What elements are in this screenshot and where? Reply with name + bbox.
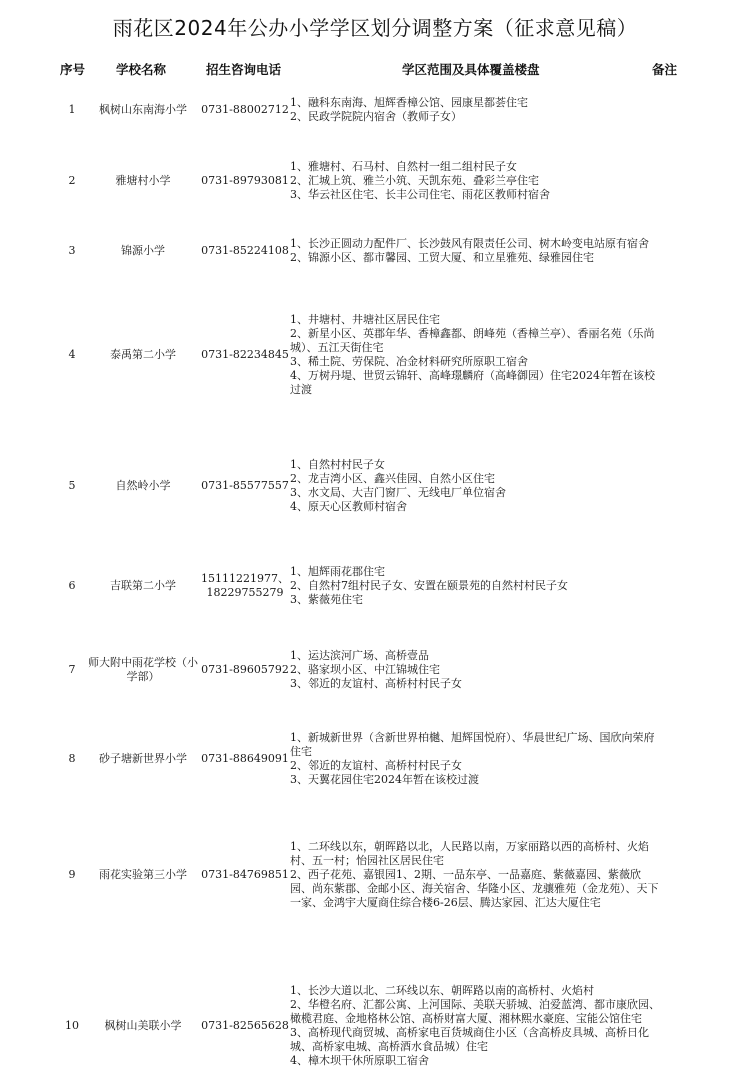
range-line: 2、骆家坝小区、中江锦城住宅 — [290, 663, 440, 676]
table-row — [0, 90, 750, 130]
row-range — [290, 313, 660, 397]
range-line: 3、稀土院、劳保院、冶金材料研究所原职工宿舍 — [290, 355, 528, 368]
header-range: 学区范围及具体覆盖楼盘 — [402, 62, 540, 77]
range-line: 3、水文局、大吉门窗厂、无线电厂单位宿舍 — [290, 486, 506, 499]
range-line: 1、二环线以东，朝晖路以北，人民路以南，万家丽路以西的高桥村、火焰村、五一村；怡园社区居民住宅 — [290, 840, 649, 867]
header-school-name: 学校名称 — [116, 62, 167, 77]
range-line: 2、华橙名府、汇都公寓、上河国际、美联天骄城、泊爱蓝湾、都市康欣园、橄榄君庭、金地格林公馆、高桥财富大厦、湘林熙水豪庭、宝能公馆住宅 — [290, 998, 660, 1025]
row-seq: 9 — [68, 868, 76, 881]
row-range — [290, 458, 660, 514]
row-seq: 5 — [68, 479, 76, 492]
phone-number: 15111221977、 — [201, 572, 289, 585]
row-seq: 10 — [65, 1019, 79, 1032]
range-line: 1、新城新世界（含新世界柏樾、旭辉国悦府）、华晨世纪广场、国欣向荣府住宅 — [290, 731, 655, 758]
range-line: 2、锦源小区、都市馨园、工贸大厦、和立星雅苑、绿雅园住宅 — [290, 251, 594, 264]
header-note: 备注 — [652, 62, 678, 77]
phone-number: 0731-88649091 — [201, 752, 289, 765]
row-school-name: 砂子塘新世界小学 — [99, 752, 187, 765]
row-seq: 7 — [68, 663, 76, 676]
range-line: 1、旭辉雨花郡住宅 — [290, 565, 385, 578]
phone-number: 18229755279 — [206, 586, 284, 599]
row-school-name: 雅塘村小学 — [115, 174, 171, 187]
row-phone — [199, 752, 291, 766]
row-range — [290, 840, 660, 910]
table-row — [0, 725, 750, 793]
range-line: 1、雅塘村、石马村、自然村一组二组村民子女 — [290, 160, 517, 173]
page-title: 雨花区2024年公办小学学区划分调整方案（征求意见稿） — [112, 16, 638, 40]
range-line: 2、西子花苑、嘉银园1、2期、一品东亭、一品嘉庭、紫薇嘉园、紫薇欣园、尚东紫郡、金邮小区、海关宿舍、华隆小区、龙骧雅苑（金龙苑）、天下一家、金鸿宇大厦商住综合楼6-26层、腾达家园、汇达大厦住宅 — [290, 868, 659, 909]
row-seq: 8 — [68, 752, 76, 765]
range-line: 3、紫薇苑住宅 — [290, 593, 363, 606]
range-line: 2、汇城上筑、雅兰小筑、天凯东苑、叠彩兰亭住宅 — [290, 174, 539, 187]
range-line: 3、华云社区住宅、长丰公司住宅、雨花区教师村宿舍 — [290, 188, 550, 201]
table-row — [0, 310, 750, 400]
row-seq: 6 — [68, 579, 76, 592]
row-range — [290, 96, 660, 124]
range-line: 2、民政学院院内宿舍（教师子女） — [290, 110, 462, 123]
range-line: 4、万树丹堤、世贸云锦轩、高峰璟麟府（高峰御园）住宅2024年暂在该校过渡 — [290, 369, 655, 396]
row-school-name: 雨花实验第三小学 — [99, 868, 187, 881]
row-range — [290, 649, 660, 691]
range-line: 3、邻近的友谊村、高桥村村民子女 — [290, 677, 462, 690]
table-row — [0, 455, 750, 517]
row-school-name: 泰禹第二小学 — [110, 348, 176, 361]
row-phone — [199, 1019, 291, 1033]
range-line: 2、自然村7组村民子女、安置在颐景苑的自然村村民子女 — [290, 579, 568, 592]
phone-number: 0731-88002712 — [201, 103, 289, 116]
row-school-name: 锦源小学 — [121, 244, 165, 257]
row-school-name: 枫树山东南海小学 — [99, 103, 187, 116]
range-line: 1、运达滨河广场、高桥壹品 — [290, 649, 429, 662]
range-line: 2、邻近的友谊村、高桥村村民子女 — [290, 759, 462, 772]
row-school-name: 师大附中雨花学校（小学部） — [88, 656, 198, 683]
range-line: 4、原天心区教师村宿舍 — [290, 500, 407, 513]
row-phone — [199, 348, 291, 362]
row-range — [290, 984, 660, 1068]
row-school-name: 枫树山美联小学 — [104, 1019, 182, 1032]
range-line: 2、龙吉湾小区、鑫兴佳园、自然小区住宅 — [290, 472, 495, 485]
range-line: 4、樟木坝干休所原职工宿舍 — [290, 1054, 429, 1067]
header-phone: 招生咨询电话 — [206, 62, 282, 77]
row-seq: 1 — [68, 103, 76, 116]
row-phone — [199, 868, 291, 882]
row-phone — [199, 663, 291, 677]
phone-number: 0731-84769851 — [201, 868, 289, 881]
row-range — [290, 237, 660, 265]
range-line: 1、融科东南海、旭辉香樟公馆、园康星都荟住宅 — [290, 96, 528, 109]
phone-number: 0731-89793081 — [201, 174, 289, 187]
range-line: 3、高桥现代商贸城、高桥家电百货城商住小区（含高桥皮具城、高桥日化城、高桥家电城、高桥酒水食品城）住宅 — [290, 1026, 649, 1053]
phone-number: 0731-82234845 — [201, 348, 289, 361]
row-phone — [199, 244, 291, 258]
row-seq: 3 — [68, 244, 76, 257]
header-seq: 序号 — [60, 62, 86, 77]
phone-number: 0731-85224108 — [201, 244, 289, 257]
range-line: 1、长沙大道以北、二环线以东、朝晖路以南的高桥村、火焰村 — [290, 984, 594, 997]
range-line: 1、井塘村、井塘社区居民住宅 — [290, 313, 440, 326]
phone-number: 0731-85577557 — [201, 479, 289, 492]
phone-number: 0731-89605792 — [201, 663, 289, 676]
row-seq: 4 — [68, 348, 76, 361]
row-school-name: 吉联第二小学 — [110, 579, 176, 592]
row-range — [290, 565, 660, 607]
table-row — [0, 228, 750, 274]
range-line: 1、长沙正圆动力配件厂、长沙鼓风有限责任公司、树木岭变电站原有宿舍 — [290, 237, 649, 250]
row-range — [290, 160, 660, 202]
row-phone — [199, 174, 291, 188]
range-line: 3、天翼花园住宅2024年暂在该校过渡 — [290, 773, 479, 786]
row-seq: 2 — [68, 174, 76, 187]
range-line: 2、新星小区、英郡年华、香樟鑫都、朗峰苑（香樟兰亭）、香丽名苑（乐尚城）、五江天街住宅 — [290, 327, 655, 354]
row-school-name: 自然岭小学 — [115, 479, 171, 492]
table-row — [0, 645, 750, 695]
table-row — [0, 965, 750, 1087]
table-row — [0, 155, 750, 207]
row-phone — [199, 103, 291, 117]
row-phone — [199, 479, 291, 493]
phone-number: 0731-82565628 — [201, 1019, 289, 1032]
table-row — [0, 825, 750, 925]
range-line: 1、自然村村民子女 — [290, 458, 385, 471]
row-phone — [199, 572, 291, 600]
row-range — [290, 731, 660, 787]
table-row — [0, 560, 750, 612]
